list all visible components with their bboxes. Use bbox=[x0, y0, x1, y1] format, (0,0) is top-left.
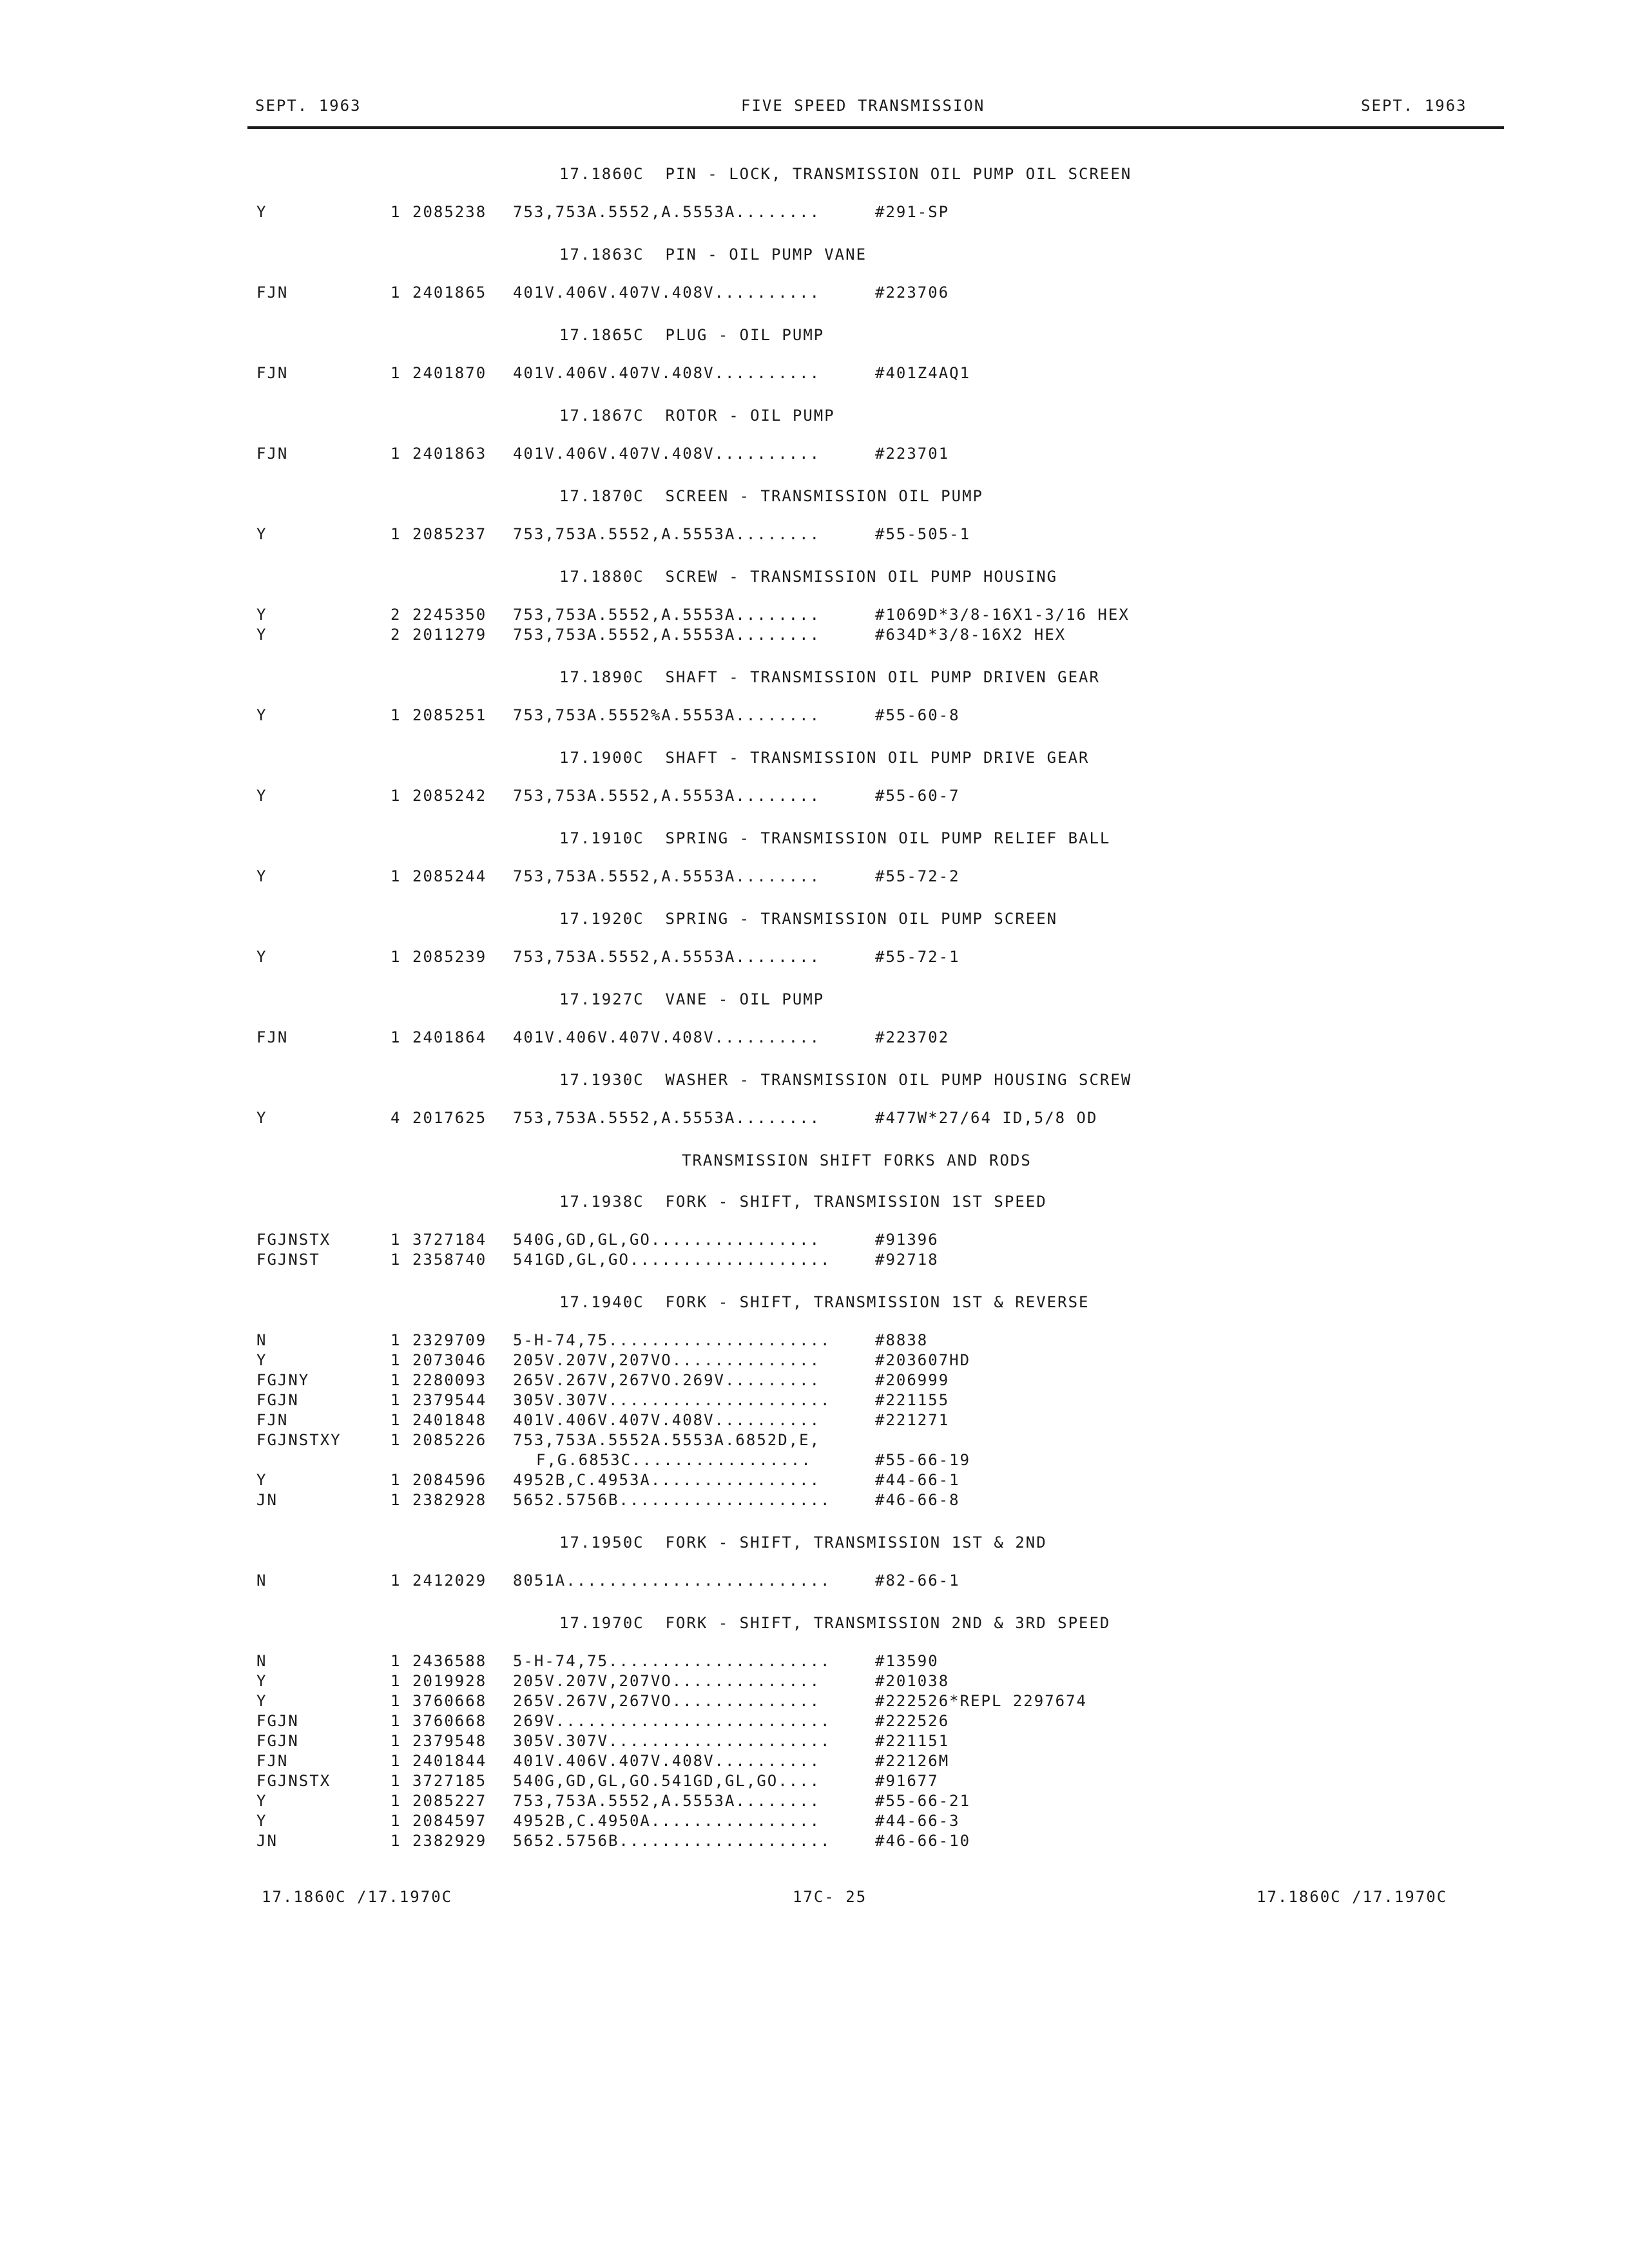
model-code: Y bbox=[256, 948, 267, 966]
table-row bbox=[0, 283, 1629, 303]
quantity: 1 bbox=[390, 1491, 401, 1509]
reference-number: #44-66-1 bbox=[875, 1471, 960, 1489]
part-number: 2085251 bbox=[412, 706, 487, 724]
parts-list bbox=[0, 161, 1629, 1870]
footer-range-right: 17.1860C /17.1970C bbox=[1257, 1888, 1448, 1906]
reference-number: #91396 bbox=[875, 1231, 939, 1249]
quantity: 1 bbox=[390, 1672, 401, 1690]
section-heading: 17.1890C SHAFT - TRANSMISSION OIL PUMP DRIVEN GEAR bbox=[559, 668, 1100, 686]
part-number: 2401848 bbox=[412, 1411, 487, 1429]
table-row bbox=[0, 1691, 1629, 1711]
reference-number: #22126M bbox=[875, 1752, 950, 1770]
table-row bbox=[0, 202, 1629, 222]
reference-number: #8838 bbox=[875, 1331, 929, 1349]
part-number: 3760668 bbox=[412, 1712, 487, 1730]
quantity: 1 bbox=[390, 525, 401, 543]
section-heading: 17.1970C FORK - SHIFT, TRANSMISSION 2ND & 3RD SPEED bbox=[559, 1614, 1111, 1632]
section-gap bbox=[0, 544, 1629, 564]
part-number: 2401844 bbox=[412, 1752, 487, 1770]
model-code: Y bbox=[256, 1109, 267, 1127]
part-number: 2085239 bbox=[412, 948, 487, 966]
model-code: FGJNST bbox=[256, 1251, 320, 1269]
reference-number: #222526 bbox=[875, 1712, 950, 1730]
section-heading: 17.1880C SCREW - TRANSMISSION OIL PUMP HOUSING bbox=[559, 568, 1058, 586]
table-row bbox=[0, 1751, 1629, 1771]
model-code: Y bbox=[256, 706, 267, 724]
section-heading: 17.1865C PLUG - OIL PUMP bbox=[559, 326, 825, 344]
part-number: 2084596 bbox=[412, 1471, 487, 1489]
application: 5-H-74,75..................... bbox=[513, 1331, 831, 1349]
application: 401V.406V.407V.408V.......... bbox=[513, 284, 821, 302]
table-row bbox=[0, 1370, 1629, 1390]
model-code: N bbox=[256, 1571, 267, 1590]
table-row bbox=[0, 1230, 1629, 1250]
table-row bbox=[0, 1711, 1629, 1731]
model-code: Y bbox=[256, 1672, 267, 1690]
part-number: 2073046 bbox=[412, 1351, 487, 1369]
application: 753,753A.5552,A.5553A........ bbox=[513, 1792, 821, 1810]
section-heading: 17.1910C SPRING - TRANSMISSION OIL PUMP RELIEF BALL bbox=[559, 829, 1111, 847]
reference-number: #55-60-7 bbox=[875, 787, 960, 805]
quantity: 1 bbox=[390, 203, 401, 221]
model-code: JN bbox=[256, 1491, 278, 1509]
reference-number: #203607HD bbox=[875, 1351, 971, 1369]
quantity: 1 bbox=[390, 1772, 401, 1790]
part-number: 2401864 bbox=[412, 1028, 487, 1046]
application: 753,753A.5552,A.5553A........ bbox=[513, 606, 821, 624]
table-row bbox=[0, 1791, 1629, 1811]
reference-number: #55-60-8 bbox=[875, 706, 960, 724]
model-code: FGJN bbox=[256, 1391, 299, 1409]
section-rows bbox=[0, 283, 1629, 303]
table-row-continuation bbox=[0, 1450, 1629, 1470]
table-row bbox=[0, 1771, 1629, 1791]
model-code: FJN bbox=[256, 1752, 289, 1770]
table-row bbox=[0, 363, 1629, 383]
table-row bbox=[0, 1831, 1629, 1851]
application: 269V.......................... bbox=[513, 1712, 831, 1730]
reference-number: #223702 bbox=[875, 1028, 950, 1046]
footer-range-left: 17.1860C /17.1970C bbox=[262, 1888, 453, 1906]
section-rows bbox=[0, 1571, 1629, 1591]
application: 753,753A.5552%A.5553A........ bbox=[513, 706, 821, 724]
section-heading: 17.1940C FORK - SHIFT, TRANSMISSION 1ST & REVERSE bbox=[559, 1293, 1090, 1311]
table-row bbox=[0, 947, 1629, 967]
section-gap bbox=[0, 1270, 1629, 1289]
model-code: Y bbox=[256, 525, 267, 543]
part-number: 3727185 bbox=[412, 1772, 487, 1790]
header-title: FIVE SPEED TRANSMISSION bbox=[741, 97, 985, 115]
part-number: 2085238 bbox=[412, 203, 487, 221]
part-number: 2085227 bbox=[412, 1792, 487, 1810]
part-number: 2401870 bbox=[412, 364, 487, 382]
application: 4952B,C.4950A................ bbox=[513, 1812, 821, 1830]
reference-number: #201038 bbox=[875, 1672, 950, 1690]
section-rows bbox=[0, 524, 1629, 544]
application: 753,753A.5552,A.5553A........ bbox=[513, 203, 821, 221]
table-row bbox=[0, 444, 1629, 464]
reference-number: #291-SP bbox=[875, 203, 950, 221]
section-gap bbox=[0, 1851, 1629, 1870]
section-gap bbox=[0, 967, 1629, 986]
header-rule bbox=[247, 126, 1504, 129]
model-code: Y bbox=[256, 1351, 267, 1369]
section-rows bbox=[0, 1331, 1629, 1510]
application: 753,753A.5552A.5553A.6852D,E, bbox=[513, 1431, 821, 1449]
quantity: 1 bbox=[390, 364, 401, 382]
reference-number: #634D*3/8-16X2 HEX bbox=[875, 626, 1066, 644]
application: 205V.207V,207VO.............. bbox=[513, 1672, 821, 1690]
quantity: 1 bbox=[390, 1712, 401, 1730]
reference-number: #55-505-1 bbox=[875, 525, 971, 543]
application: 265V.267V,267VO.............. bbox=[513, 1692, 821, 1710]
application: 5652.5756B.................... bbox=[513, 1832, 831, 1850]
part-number: 2358740 bbox=[412, 1251, 487, 1269]
group-heading: TRANSMISSION SHIFT FORKS AND RODS bbox=[682, 1151, 1032, 1169]
reference-number: #46-66-10 bbox=[875, 1832, 971, 1850]
table-row bbox=[0, 706, 1629, 726]
footer-page-number: 17C- 25 bbox=[793, 1888, 867, 1906]
quantity: 1 bbox=[390, 1732, 401, 1750]
model-code: Y bbox=[256, 1471, 267, 1489]
reference-number: #206999 bbox=[875, 1371, 950, 1389]
part-number: 2412029 bbox=[412, 1571, 487, 1590]
reference-number: #55-66-19 bbox=[875, 1451, 971, 1469]
application: 753,753A.5552,A.5553A........ bbox=[513, 525, 821, 543]
quantity: 1 bbox=[390, 445, 401, 463]
part-number: 2011279 bbox=[412, 626, 487, 644]
model-code: N bbox=[256, 1652, 267, 1670]
quantity: 1 bbox=[390, 867, 401, 885]
reference-number: #46-66-8 bbox=[875, 1491, 960, 1509]
quantity: 1 bbox=[390, 787, 401, 805]
quantity: 1 bbox=[390, 1391, 401, 1409]
reference-number: #55-72-2 bbox=[875, 867, 960, 885]
section-rows bbox=[0, 1230, 1629, 1270]
part-number: 2329709 bbox=[412, 1331, 487, 1349]
application: 540G,GD,GL,GO................ bbox=[513, 1231, 821, 1249]
application: 753,753A.5552,A.5553A........ bbox=[513, 1109, 821, 1127]
model-code: N bbox=[256, 1331, 267, 1349]
section-heading: 17.1860C PIN - LOCK, TRANSMISSION OIL PUMP OIL SCREEN bbox=[559, 165, 1132, 183]
reference-number: #55-66-21 bbox=[875, 1792, 971, 1810]
model-code: Y bbox=[256, 1692, 267, 1710]
reference-number: #401Z4AQ1 bbox=[875, 364, 971, 382]
part-number: 2401865 bbox=[412, 284, 487, 302]
section-heading: 17.1938C FORK - SHIFT, TRANSMISSION 1ST SPEED bbox=[559, 1193, 1047, 1211]
section-rows bbox=[0, 786, 1629, 806]
reference-number: #1069D*3/8-16X1-3/16 HEX bbox=[875, 606, 1130, 624]
table-row bbox=[0, 786, 1629, 806]
section-rows bbox=[0, 1651, 1629, 1851]
part-number: 3760668 bbox=[412, 1692, 487, 1710]
reference-number: #91677 bbox=[875, 1772, 939, 1790]
model-code: Y bbox=[256, 867, 267, 885]
section-gap bbox=[0, 303, 1629, 322]
application: 265V.267V,267VO.269V......... bbox=[513, 1371, 821, 1389]
part-number: 2085237 bbox=[412, 525, 487, 543]
section-heading: 17.1870C SCREEN - TRANSMISSION OIL PUMP bbox=[559, 487, 983, 505]
part-number: 2085226 bbox=[412, 1431, 487, 1449]
part-number: 2085244 bbox=[412, 867, 487, 885]
table-row bbox=[0, 1108, 1629, 1128]
table-row bbox=[0, 1028, 1629, 1048]
quantity: 1 bbox=[390, 1692, 401, 1710]
table-row bbox=[0, 1430, 1629, 1450]
model-code: FGJNSTXY bbox=[256, 1431, 342, 1449]
application: 8051A......................... bbox=[513, 1571, 831, 1590]
application: 540G,GD,GL,GO.541GD,GL,GO.... bbox=[513, 1772, 821, 1790]
part-number: 3727184 bbox=[412, 1231, 487, 1249]
quantity: 1 bbox=[390, 1351, 401, 1369]
section-gap bbox=[0, 1591, 1629, 1610]
quantity: 1 bbox=[390, 1028, 401, 1046]
model-code: FJN bbox=[256, 445, 289, 463]
part-number: 2382928 bbox=[412, 1491, 487, 1509]
section-gap bbox=[0, 645, 1629, 664]
reference-number: #92718 bbox=[875, 1251, 939, 1269]
quantity: 1 bbox=[390, 1812, 401, 1830]
part-number: 2245350 bbox=[412, 606, 487, 624]
quantity: 1 bbox=[390, 1652, 401, 1670]
application: 541GD,GL,GO................... bbox=[513, 1251, 831, 1269]
section-heading: 17.1927C VANE - OIL PUMP bbox=[559, 990, 825, 1008]
section-rows bbox=[0, 706, 1629, 726]
quantity: 1 bbox=[390, 284, 401, 302]
model-code: FJN bbox=[256, 364, 289, 382]
table-row bbox=[0, 867, 1629, 887]
quantity: 1 bbox=[390, 948, 401, 966]
quantity: 1 bbox=[390, 1571, 401, 1590]
model-code: Y bbox=[256, 203, 267, 221]
table-row bbox=[0, 1731, 1629, 1751]
table-row bbox=[0, 605, 1629, 625]
quantity: 1 bbox=[390, 1832, 401, 1850]
reference-number: #44-66-3 bbox=[875, 1812, 960, 1830]
quantity: 2 bbox=[390, 626, 401, 644]
application: 401V.406V.407V.408V.......... bbox=[513, 1752, 821, 1770]
section-rows bbox=[0, 363, 1629, 383]
table-row bbox=[0, 1250, 1629, 1270]
table-row bbox=[0, 1331, 1629, 1350]
part-number: 2017625 bbox=[412, 1109, 487, 1127]
part-number: 2084597 bbox=[412, 1812, 487, 1830]
model-code: FGJNSTX bbox=[256, 1772, 331, 1790]
section-gap bbox=[0, 726, 1629, 745]
section-rows bbox=[0, 444, 1629, 464]
table-row bbox=[0, 625, 1629, 645]
part-number: 2382929 bbox=[412, 1832, 487, 1850]
quantity: 1 bbox=[390, 1331, 401, 1349]
section-gap bbox=[0, 383, 1629, 403]
model-code: FJN bbox=[256, 1411, 289, 1429]
reference-number: #221271 bbox=[875, 1411, 950, 1429]
section-heading: 17.1900C SHAFT - TRANSMISSION OIL PUMP DRIVE GEAR bbox=[559, 749, 1090, 767]
quantity: 1 bbox=[390, 1231, 401, 1249]
model-code: FJN bbox=[256, 284, 289, 302]
model-code: Y bbox=[256, 606, 267, 624]
section-gap bbox=[0, 1048, 1629, 1067]
reference-number: #223701 bbox=[875, 445, 950, 463]
section-heading: 17.1867C ROTOR - OIL PUMP bbox=[559, 407, 835, 425]
table-row bbox=[0, 1410, 1629, 1430]
application: 5-H-74,75..................... bbox=[513, 1652, 831, 1670]
section-rows bbox=[0, 867, 1629, 887]
model-code: FGJNSTX bbox=[256, 1231, 331, 1249]
application: 305V.307V..................... bbox=[513, 1391, 831, 1409]
part-number: 2379548 bbox=[412, 1732, 487, 1750]
table-row bbox=[0, 1490, 1629, 1510]
model-code: Y bbox=[256, 626, 267, 644]
header-date-left: SEPT. 1963 bbox=[255, 97, 361, 115]
model-code: FGJN bbox=[256, 1732, 299, 1750]
reference-number: #55-72-1 bbox=[875, 948, 960, 966]
part-number: 2436588 bbox=[412, 1652, 487, 1670]
section-rows bbox=[0, 1028, 1629, 1048]
model-code: FJN bbox=[256, 1028, 289, 1046]
part-number: 2401863 bbox=[412, 445, 487, 463]
reference-number: #222526*REPL 2297674 bbox=[875, 1692, 1087, 1710]
section-rows bbox=[0, 947, 1629, 967]
quantity: 1 bbox=[390, 1251, 401, 1269]
quantity: 4 bbox=[390, 1109, 401, 1127]
application: 305V.307V..................... bbox=[513, 1732, 831, 1750]
reference-number: #223706 bbox=[875, 284, 950, 302]
section-heading: 17.1920C SPRING - TRANSMISSION OIL PUMP SCREEN bbox=[559, 910, 1058, 928]
application: 753,753A.5552,A.5553A........ bbox=[513, 626, 821, 644]
section-heading: 17.1950C FORK - SHIFT, TRANSMISSION 1ST & 2ND bbox=[559, 1533, 1047, 1552]
table-row bbox=[0, 524, 1629, 544]
quantity: 1 bbox=[390, 1371, 401, 1389]
application: 4952B,C.4953A................ bbox=[513, 1471, 821, 1489]
table-row bbox=[0, 1671, 1629, 1691]
quantity: 1 bbox=[390, 1792, 401, 1810]
reference-number: #82-66-1 bbox=[875, 1571, 960, 1590]
reference-number: #221155 bbox=[875, 1391, 950, 1409]
header-date-right: SEPT. 1963 bbox=[1361, 97, 1467, 115]
part-number: 2085242 bbox=[412, 787, 487, 805]
reference-number: #477W*27/64 ID,5/8 OD bbox=[875, 1109, 1098, 1127]
section-gap bbox=[0, 464, 1629, 483]
application: 753,753A.5552,A.5553A........ bbox=[513, 787, 821, 805]
section-heading: 17.1863C PIN - OIL PUMP VANE bbox=[559, 245, 867, 264]
quantity: 1 bbox=[390, 1411, 401, 1429]
application: 205V.207V,207VO.............. bbox=[513, 1351, 821, 1369]
part-number: 2280093 bbox=[412, 1371, 487, 1389]
reference-number: #221151 bbox=[875, 1732, 950, 1750]
quantity: 1 bbox=[390, 706, 401, 724]
model-code: FGJN bbox=[256, 1712, 299, 1730]
model-code: Y bbox=[256, 1812, 267, 1830]
quantity: 2 bbox=[390, 606, 401, 624]
model-code: Y bbox=[256, 1792, 267, 1810]
section-gap bbox=[0, 1510, 1629, 1530]
application: 753,753A.5552,A.5553A........ bbox=[513, 948, 821, 966]
model-code: JN bbox=[256, 1832, 278, 1850]
section-heading: 17.1930C WASHER - TRANSMISSION OIL PUMP HOUSING SCREW bbox=[559, 1071, 1132, 1089]
application: 401V.406V.407V.408V.......... bbox=[513, 1411, 821, 1429]
table-row bbox=[0, 1571, 1629, 1591]
section-gap bbox=[0, 887, 1629, 906]
reference-number: #13590 bbox=[875, 1652, 939, 1670]
table-row bbox=[0, 1651, 1629, 1671]
part-number: 2019928 bbox=[412, 1672, 487, 1690]
table-row bbox=[0, 1390, 1629, 1410]
section-rows bbox=[0, 1108, 1629, 1128]
quantity: 1 bbox=[390, 1431, 401, 1449]
section-rows bbox=[0, 605, 1629, 645]
application: F,G.6853C................. bbox=[536, 1451, 812, 1469]
part-number: 2379544 bbox=[412, 1391, 487, 1409]
table-row bbox=[0, 1470, 1629, 1490]
application: 401V.406V.407V.408V.......... bbox=[513, 445, 821, 463]
section-gap bbox=[0, 222, 1629, 242]
section-gap bbox=[0, 806, 1629, 825]
table-row bbox=[0, 1811, 1629, 1831]
model-code: FGJNY bbox=[256, 1371, 310, 1389]
model-code: Y bbox=[256, 787, 267, 805]
application: 5652.5756B.................... bbox=[513, 1491, 831, 1509]
section-gap bbox=[0, 1128, 1629, 1148]
application: 401V.406V.407V.408V.......... bbox=[513, 1028, 821, 1046]
section-rows bbox=[0, 202, 1629, 222]
quantity: 1 bbox=[390, 1752, 401, 1770]
application: 753,753A.5552,A.5553A........ bbox=[513, 867, 821, 885]
table-row bbox=[0, 1350, 1629, 1370]
quantity: 1 bbox=[390, 1471, 401, 1489]
application: 401V.406V.407V.408V.......... bbox=[513, 364, 821, 382]
